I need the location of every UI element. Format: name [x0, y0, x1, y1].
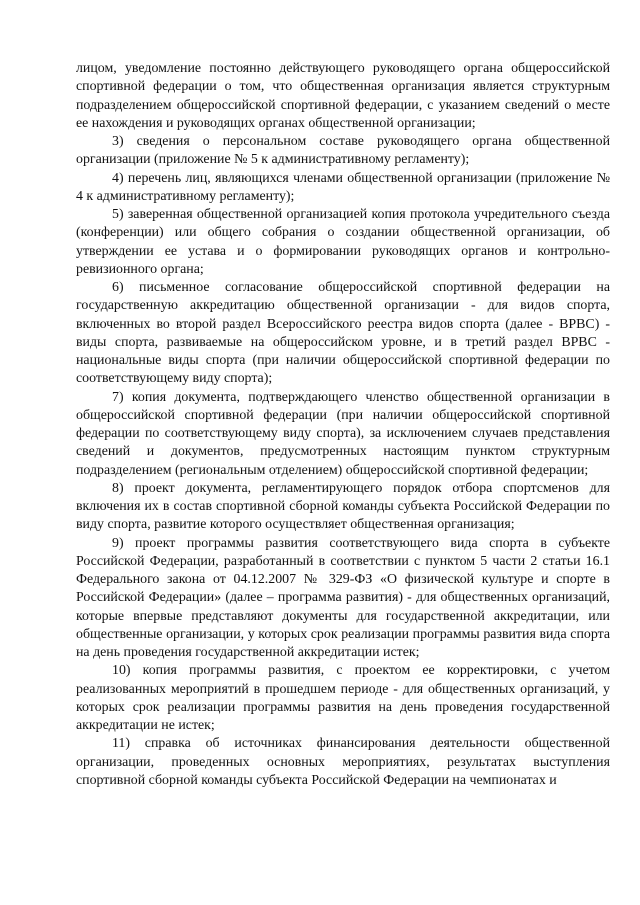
paragraph-item-5: 5) заверенная общественной организацией копия протокола учредительного съезда (конференции) или общего собрания о создании общественной организации, об утверждении ее устава и о формировании руководящих органов и контрольно-ревизионного органа;: [76, 207, 610, 277]
paragraph-item-7: 7) копия документа, подтверждающего членство общественной организации в общероссийской спортивной федерации (при наличии общероссийской спортивной федерации по соответствующему виду спорта), за исключением случаев представления сведений и документов, предусмотренных настоящим пунктом структурным подразделением (региональным отделением) общероссийской спортивной федерации;: [76, 389, 610, 478]
paragraph-item-3: 3) сведения о персональном составе руководящего органа общественной организации (приложение № 5 к административному регламенту);: [76, 134, 610, 168]
paragraph-item-10: 10) копия программы развития, с проектом ее корректировки, с учетом реализованных мероприятий в прошедшем периоде - для общественных организаций, у которых срок реализации программы развития на день проведения государственной аккредитации не истек;: [76, 663, 610, 733]
paragraph-item-6: 6) письменное согласование общероссийской спортивной федерации на государственную аккредитацию общественной организации - для видов спорта, включенных во второй раздел Всероссийского реестра видов спорта (далее - ВРВС) - виды спорта, развиваемые на общероссийском уровне, и в третий раздел ВРВС - национальные виды спорта (при наличии общероссийской спортивной федерации по соответствующему виду спорта);: [76, 280, 610, 387]
paragraph-item-9: 9) проект программы развития соответствующего вида спорта в субъекте Российской Федерации, разработанный в соответствии с пунктом 5 части 2 статьи 16.1 Федерального закона от 04.12.2007 № 329-ФЗ «О физической культуре и спорте в Российской Федерации» (далее – программа развития) - для общественных организаций, которые впервые представляют документы для государственной аккредитации, или общественные организации, у которых срок реализации программы развития вида спорта на день проведения государственной аккредитации истек;: [76, 535, 610, 660]
document-page: [76, 60, 610, 790]
paragraph-item-11: 11) справка об источниках финансирования деятельности общественной организации, проведенных основных мероприятиях, результатах выступления спортивной сборной команды субъекта Российской Федерации на чемпионатах и: [76, 736, 610, 788]
paragraph-continuation: лицом, уведомление постоянно действующего руководящего органа общероссийской спортивной федерации о том, что общественная организация является структурным подразделением общероссийской спортивной федерации, с указанием сведений о месте ее нахождения и руководящих органах общественной организации;: [76, 61, 610, 131]
paragraph-item-8: 8) проект документа, регламентирующего порядок отбора спортсменов для включения их в состав спортивной сборной команды субъекта Российской Федерации по виду спорта, развитие которого осуществляет общественная организация;: [76, 480, 610, 533]
paragraph-item-4: 4) перечень лиц, являющихся членами общественной организации (приложение № 4 к административному регламенту);: [76, 170, 610, 204]
